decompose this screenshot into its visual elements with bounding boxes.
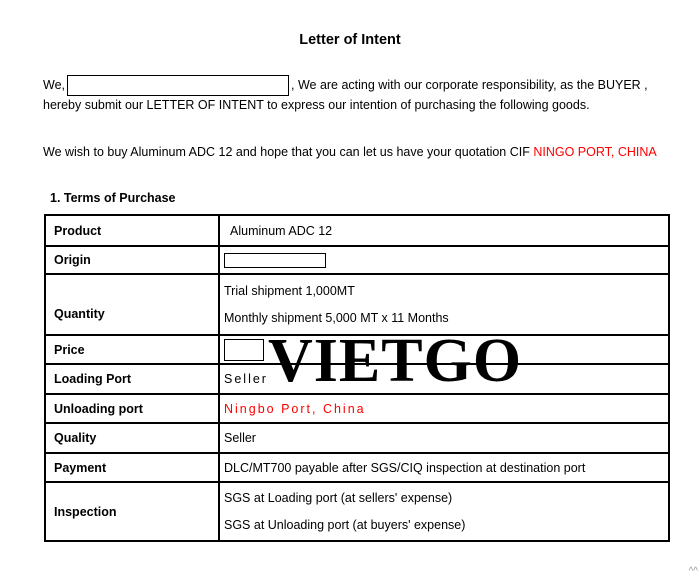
inspection-line-2: SGS at Unloading port (at buyers' expense) [224, 517, 466, 532]
intro-line-2: hereby submit our LETTER OF INTENT to express our intention of purchasing the following goods. [43, 98, 590, 112]
redacted-buyer-name [67, 75, 289, 96]
request-text: We wish to buy Aluminum ADC 12 and hope that you can let us have your quotation CIF [43, 145, 534, 159]
quantity-line-1: Trial shipment 1,000MT [224, 283, 355, 298]
inspection-value [219, 482, 669, 541]
quantity-line-2: Monthly shipment 5,000 MT x 11 Months [224, 310, 449, 325]
redacted-price [224, 339, 264, 361]
table-row [45, 246, 669, 274]
document-title: Letter of Intent [299, 32, 401, 48]
inspection-line-1: SGS at Loading port (at sellers' expense) [224, 490, 453, 505]
loading-port-label: Loading Port [45, 364, 219, 394]
quality-value: Seller [219, 423, 669, 453]
loading-port-value: Seller [219, 364, 669, 394]
table-row [45, 215, 669, 246]
vietgo-watermark: VIETGO [268, 327, 523, 395]
table-row [45, 423, 669, 453]
product-label: Product [45, 215, 219, 246]
intro-after-name: , We are acting with our corporate responsibility, as the BUYER , [291, 77, 648, 92]
quality-label: Quality [45, 423, 219, 453]
intro-we: We, [43, 77, 65, 92]
request-port: NINGO PORT, CHINA [533, 145, 657, 159]
payment-value: DLC/MT700 payable after SGS/CIQ inspection at destination port [219, 453, 669, 482]
payment-label: Payment [45, 453, 219, 482]
redacted-origin [224, 253, 326, 268]
table-row [45, 453, 669, 482]
unloading-port-value: Ningbo Port, China [219, 394, 669, 423]
corner-mark: ^^ [688, 566, 698, 577]
intro-line-1 [43, 75, 648, 96]
unloading-port-label: Unloading port [45, 394, 219, 423]
quantity-label: Quantity [45, 274, 219, 335]
table-row [45, 482, 669, 541]
inspection-label: Inspection [45, 482, 219, 541]
price-label: Price [45, 335, 219, 364]
origin-label: Origin [45, 246, 219, 274]
product-value: Aluminum ADC 12 [219, 215, 669, 246]
origin-value [219, 246, 669, 274]
table-row [45, 394, 669, 423]
section-title: 1. Terms of Purchase [50, 191, 176, 205]
request-line [43, 145, 657, 159]
